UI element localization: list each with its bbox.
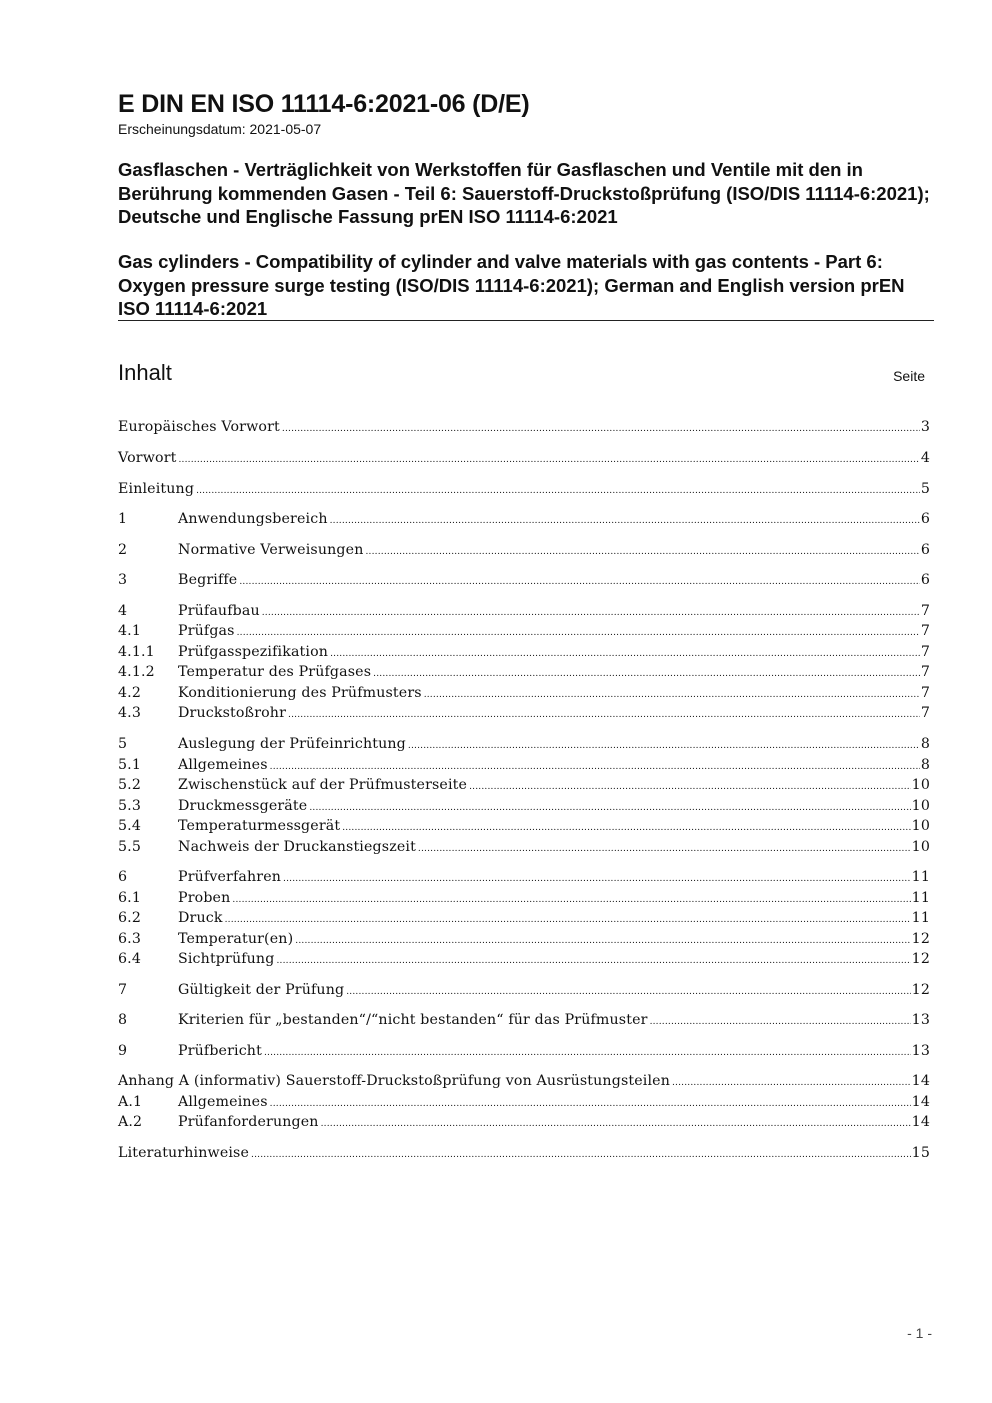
toc-entry-page: 7 (920, 705, 930, 721)
publication-date: Erscheinungsdatum: 2021-05-07 (118, 121, 322, 137)
toc-entry-number: 5 (118, 736, 128, 752)
toc-entry[interactable] (118, 1143, 930, 1163)
toc-entry-number: 4.1.2 (118, 664, 155, 680)
toc-dot-leader (424, 685, 920, 705)
toc-entry-title[interactable]: Anwendungsbereich (178, 511, 328, 527)
toc-entry-number: 6.4 (118, 951, 142, 967)
toc-entry[interactable] (118, 734, 930, 754)
toc-entry-page: 11 (911, 910, 930, 926)
toc-entry-title[interactable]: Zwischenstück auf der Prüfmusterseite (178, 777, 468, 793)
toc-entry-page: 6 (920, 572, 930, 588)
toc-entry[interactable] (118, 509, 930, 529)
toc-entry-title[interactable]: Druckmessgeräte (178, 798, 308, 814)
toc-entry-number: 4 (118, 603, 128, 619)
toc-entry[interactable] (118, 929, 930, 949)
toc-entry-page: 7 (920, 685, 930, 701)
toc-entry[interactable] (118, 980, 930, 1000)
toc-entry[interactable] (118, 448, 930, 468)
toc-entry-number: 1 (118, 511, 128, 527)
toc-entry-number: 2 (118, 542, 128, 558)
toc-entry-number: 6.2 (118, 910, 142, 926)
toc-entry[interactable] (118, 888, 930, 908)
toc-entry-title[interactable]: Anhang A (informativ) Sauerstoff-Druckstoßprüfung von Ausrüstungsteilen (118, 1073, 670, 1089)
toc-entry-page: 10 (911, 818, 930, 834)
toc-entry-number: A.2 (118, 1114, 143, 1130)
toc-entry[interactable] (118, 1010, 930, 1030)
toc-entry-title[interactable]: Temperaturmessgerät (178, 818, 341, 834)
toc-entry-number: 5.1 (118, 757, 142, 773)
toc-entry[interactable] (118, 867, 930, 887)
toc-entry-title[interactable]: Vorwort (118, 450, 177, 466)
toc-entry-title[interactable]: Europäisches Vorwort (118, 419, 280, 435)
toc-entry-title[interactable]: Temperatur(en) (178, 931, 294, 947)
toc-entry-page: 4 (920, 450, 930, 466)
toc-dot-leader (373, 664, 920, 684)
toc-entry-page: 3 (920, 419, 930, 435)
toc-entry[interactable] (118, 417, 930, 437)
toc-entry[interactable] (118, 908, 930, 928)
toc-entry-title[interactable]: Proben (178, 890, 231, 906)
toc-entry-page: 8 (920, 757, 930, 773)
toc-dot-leader (225, 910, 911, 930)
title-german: Gasflaschen - Verträglichkeit von Werkstoffen für Gasflaschen und Ventile mit den in Berührung kommenden Gasen - Teil 6: Sauerstoff-Druckstoßprüfung (ISO/DIS 11114-6:2021); Deutsche und Englische Fassung prEN ISO 11114-6:2021 (118, 159, 930, 227)
toc-entry-number: 4.3 (118, 705, 142, 721)
toc-entry[interactable] (118, 479, 930, 499)
toc-entry-number: 3 (118, 572, 128, 588)
toc-entry[interactable] (118, 775, 930, 795)
toc-entry-number: 8 (118, 1012, 128, 1028)
toc-dot-leader (237, 623, 920, 643)
toc-dot-leader (418, 839, 911, 859)
toc-entry-number: A.1 (118, 1094, 143, 1110)
toc-dot-leader (330, 511, 920, 531)
toc-entry-page: 7 (920, 623, 930, 639)
toc-dot-leader (408, 736, 920, 756)
toc-entry[interactable] (118, 540, 930, 560)
toc-dot-leader (672, 1073, 911, 1093)
toc-entry-title[interactable]: Temperatur des Prüfgases (178, 664, 372, 680)
toc-entry[interactable] (118, 1041, 930, 1061)
toc-dot-leader (346, 982, 910, 1002)
toc-dot-leader (288, 705, 920, 725)
toc-entry[interactable] (118, 570, 930, 590)
toc-dot-leader (196, 481, 920, 501)
toc-entry-title[interactable]: Prüfaufbau (178, 603, 260, 619)
toc-entry-page: 12 (911, 982, 930, 998)
toc-entry-number: 9 (118, 1043, 128, 1059)
toc-entry-page: 12 (911, 931, 930, 947)
toc-dot-leader (365, 542, 919, 562)
toc-entry-page: 14 (911, 1094, 930, 1110)
toc-entry[interactable] (118, 601, 930, 621)
toc-entry-page: 15 (911, 1145, 930, 1161)
toc-entry-page: 11 (911, 869, 930, 885)
toc-entry-title[interactable]: Druckstoßrohr (178, 705, 287, 721)
toc-entry-page: 14 (911, 1073, 930, 1089)
toc-entry[interactable] (118, 1092, 930, 1112)
toc-entry-title[interactable]: Prüfanforderungen (178, 1114, 319, 1130)
toc-dot-leader (179, 450, 920, 470)
toc-entry-title[interactable]: Allgemeines (178, 757, 268, 773)
toc-entry-number: 5.3 (118, 798, 142, 814)
toc-entry-title[interactable]: Nachweis der Druckanstiegszeit (178, 839, 416, 855)
toc-page-column-label: Seite (893, 368, 925, 384)
toc-entry[interactable] (118, 703, 930, 723)
toc-entry-page: 13 (911, 1012, 930, 1028)
toc-entry-title[interactable]: Sichtprüfung (178, 951, 275, 967)
toc-entry[interactable] (118, 796, 930, 816)
toc-entry-title[interactable]: Prüfgas (178, 623, 235, 639)
toc-dot-leader (270, 1094, 911, 1114)
toc-dot-leader (469, 777, 911, 797)
toc-heading: Inhalt (118, 360, 172, 385)
toc-entry-number: 7 (118, 982, 128, 998)
toc-entry-title[interactable]: Kriterien für „bestanden“/“nicht bestanden“ für das Prüfmuster (178, 1012, 648, 1028)
toc-entry[interactable] (118, 662, 930, 682)
toc-dot-leader (239, 572, 919, 592)
toc-entry-title[interactable]: Auslegung der Prüfeinrichtung (178, 736, 406, 752)
toc-entry-page: 10 (911, 798, 930, 814)
toc-entry[interactable] (118, 1071, 930, 1091)
toc-entry-page: 6 (920, 542, 930, 558)
toc-dot-leader (309, 798, 910, 818)
toc-dot-leader (321, 1114, 911, 1134)
toc-entry-page: 7 (920, 644, 930, 660)
toc-entry-page: 10 (911, 839, 930, 855)
toc-entry-page: 6 (920, 511, 930, 527)
toc-dot-leader (342, 818, 910, 838)
toc-dot-leader (650, 1012, 911, 1032)
toc-dot-leader (264, 1043, 911, 1063)
header-divider (118, 320, 934, 321)
toc-entry[interactable] (118, 755, 930, 775)
toc-entry-number: 5.4 (118, 818, 142, 834)
toc-entry-title[interactable]: Allgemeines (178, 1094, 268, 1110)
toc-entry[interactable] (118, 816, 930, 836)
toc-dot-leader (282, 419, 920, 439)
toc-entry-number: 6.3 (118, 931, 142, 947)
toc-entry-title[interactable]: Prüfbericht (178, 1043, 262, 1059)
toc-entry-title[interactable]: Literaturhinweise (118, 1145, 250, 1161)
toc-entry-number: 5.5 (118, 839, 142, 855)
toc-dot-leader (232, 890, 910, 910)
toc-entry-page: 12 (911, 951, 930, 967)
toc-entry-page: 11 (911, 890, 930, 906)
toc-dot-leader (330, 644, 920, 664)
toc-entry-page: 13 (911, 1043, 930, 1059)
toc-entry-number: 4.1 (118, 623, 142, 639)
toc-entry-title[interactable]: Einleitung (118, 481, 195, 497)
toc-dot-leader (283, 869, 911, 889)
document-id-title: E DIN EN ISO 11114-6:2021-06 (D/E) (118, 90, 530, 118)
toc-entry-number: 4.1.1 (118, 644, 155, 660)
toc-entry[interactable] (118, 837, 930, 857)
toc-dot-leader (251, 1145, 911, 1165)
toc-entry-title[interactable]: Konditionierung des Prüfmusters (178, 685, 422, 701)
toc-entry-page: 7 (920, 664, 930, 680)
toc-entry-number: 4.2 (118, 685, 142, 701)
toc-entry-number: 6.1 (118, 890, 142, 906)
toc-entry-page: 10 (911, 777, 930, 793)
toc-entry-title[interactable]: Prüfgasspezifikation (178, 644, 329, 660)
toc-entry-page: 8 (920, 736, 930, 752)
toc-entry-page: 14 (911, 1114, 930, 1130)
toc-entry-number: 5.2 (118, 777, 142, 793)
toc-entry[interactable] (118, 621, 930, 641)
toc-entry-title[interactable]: Normative Verweisungen (178, 542, 364, 558)
page-number: - 1 - (907, 1325, 932, 1341)
toc-entry-title[interactable]: Druck (178, 910, 223, 926)
toc-dot-leader (295, 931, 910, 951)
toc-entry-page: 5 (920, 481, 930, 497)
toc-entry-page: 7 (920, 603, 930, 619)
title-english: Gas cylinders - Compatibility of cylinder and valve materials with gas contents - Part 6: Oxygen pressure surge testing (ISO/DIS 11114-6:2021); German and English version prEN ISO 11114-6:2021 (118, 251, 905, 319)
toc-entry-title[interactable]: Gültigkeit der Prüfung (178, 982, 345, 998)
toc-entry[interactable] (118, 642, 930, 662)
toc-dot-leader (262, 603, 920, 623)
toc-entry-title[interactable]: Prüfverfahren (178, 869, 282, 885)
toc-dot-leader (276, 951, 910, 971)
toc-entry-number: 6 (118, 869, 128, 885)
toc-entry[interactable] (118, 1112, 930, 1132)
toc-entry-title[interactable]: Begriffe (178, 572, 238, 588)
toc-entry[interactable] (118, 683, 930, 703)
toc-dot-leader (270, 757, 920, 777)
toc-entry[interactable] (118, 949, 930, 969)
